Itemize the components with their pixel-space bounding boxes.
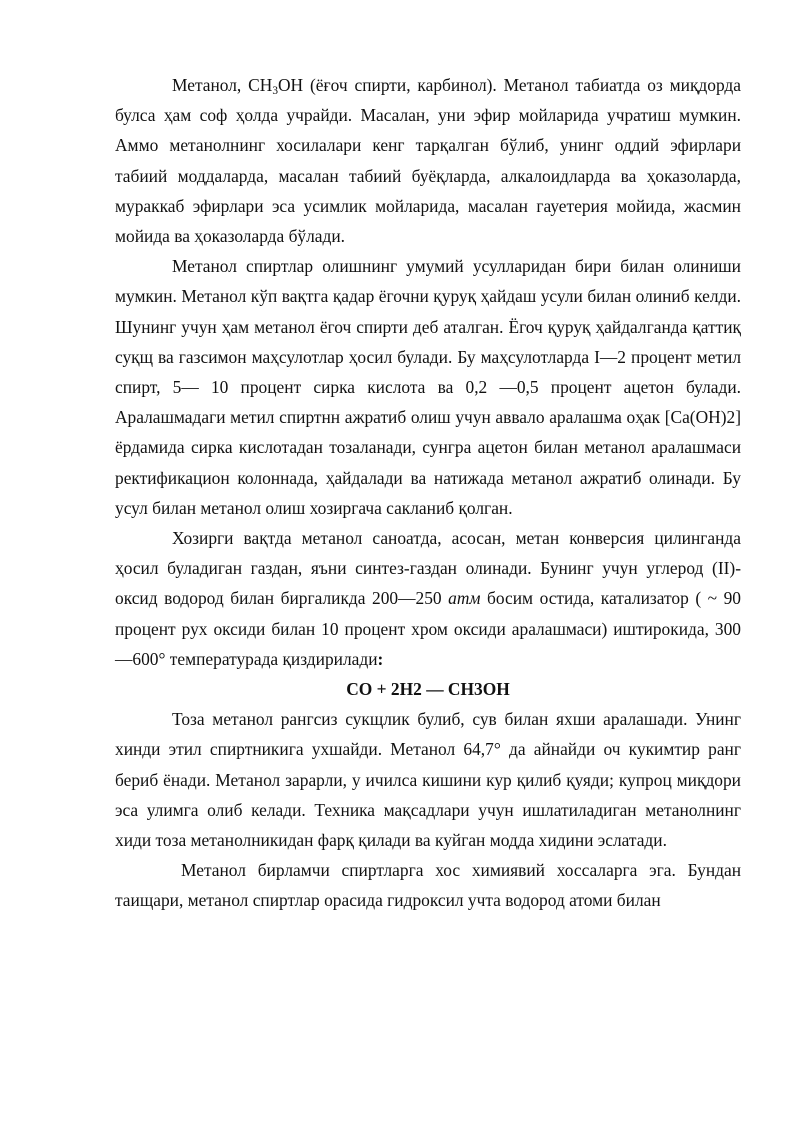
paragraph-dry-distillation: Метанол спиртлар олишнинг умумий усулларидан бири билан олиниши мумкин. Метанол кўп вақтга қадар ёгочни қуруқ ҳайдаш усули билан олиниб келди. Шунинг учун ҳам метанол ёгоч спирти деб аталган. Ёгоч қуруқ ҳайдалганда қаттиқ суқщ ва газсимон маҳсулотлар ҳосил булади. Бу маҳсулотларда I—2 процент метил спирт, 5— 10 процент сирка кислота ва 0,2 —0,5 процент ацетон булади. Аралашмадаги метил спиртнн ажратиб олиш учун аввало аралашма оҳак [Ca(OH)2] ёрдамида сирка кислотадан тозаланади, сунгра ацетон билан метанол аралашмаси ректификацион колоннада, ҳайдалади ва натижада метанол ажратиб олинади. Бу усул билан метанол олиш хозиргача сакланиб қолган. (115, 256, 741, 518)
paragraph-properties: Тоза метанол рангсиз сукщлик булиб, сув билан яхши аралашади. Унинг хинди этил спиртникига ухшайди. Метанол 64,7° да айнайди оч кукимтир ранг бериб ёнади. Метанол зарарли, у ичилса кишини кур қилиб қуяди; купроц миқдори эса улимга олиб келади. Техника мақсадлари учун ишлатиладиган метанолнинг хиди тоза метанолникидан фарқ қилади ва куйган модда хидини эслатади. (115, 709, 741, 851)
document-body (115, 70, 741, 916)
paragraph-methanol-intro-start: Метанол, CH (172, 75, 273, 95)
reaction-formula: CO + 2H2 — CH3OH (346, 679, 510, 700)
paragraph-industrial-synthesis-middle: босим остида, катализатор ( ~ 90 процент рух оксиди билан 10 процент хром оксиди аралашмаси) иштирокида, 300—600° температурада қиздирилади (115, 588, 742, 669)
formula-subscript: 3 (272, 84, 278, 97)
paragraph-methanol-intro-rest: OH (ёғоч спирти, карбинол). Метанол табиатда оз миқдорда булса ҳам соф ҳолда учрайди. Масалан, уни эфир мойларида учратиш мумкин. Аммо метанолнинг хосилалари кенг тарқалган бўлиб, унинг оддий эфирлари табиий моддаларда, масалан табиий буёқларда, алкалоидларда ва ҳоказоларда, мураккаб эфирлари эса усимлик мойларида, масалан гауетерия мойида, жасмин мойида ва ҳоказоларда бўлади. (115, 75, 742, 247)
paragraph-industrial-synthesis (115, 523, 741, 674)
paragraph-industrial-synthesis-start: Хозирги вақтда метанол саноатда, асосан, метан конверсия цилинганда ҳосил буладиган газдан, яъни синтез-газдан олинади. Бунинг учун углерод (II)-оксид водород билан биргаликда 200—250 (115, 528, 741, 609)
paragraph-colon: : (377, 648, 384, 669)
paragraph-chemical-properties: Метанол бирламчи спиртларга хос химиявий хоссаларга эга. Бундан таищари, метанол спиртлар орасида гидроксил учта водород атоми билан (115, 860, 741, 911)
paragraph-methanol-intro (115, 70, 741, 251)
pressure-unit: атм (448, 588, 481, 609)
